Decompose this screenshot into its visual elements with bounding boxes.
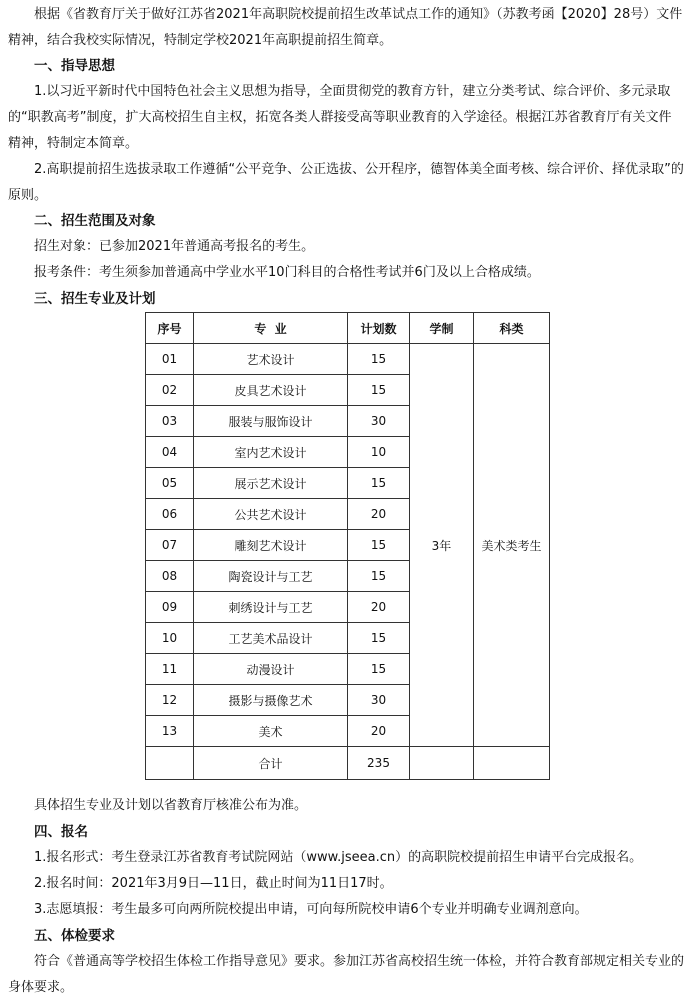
section-1-paragraph-2: 2.高职提前招生选拔录取工作遵循“公平竞争、公正选拔、公开程序，德智体美全面考核、综合评价、择优录取”的原则。 bbox=[8, 162, 684, 203]
row-plan: 15 bbox=[348, 375, 410, 406]
header-major: 专 业 bbox=[194, 313, 348, 344]
section-3-heading: 三、招生专业及计划 bbox=[34, 291, 156, 307]
row-major: 摄影与摄像艺术 bbox=[194, 685, 348, 716]
section-4-paragraph-2: 2.报名时间：2021年3月9日—11日，截止时间为11日17时。 bbox=[34, 876, 393, 891]
row-no: 05 bbox=[146, 468, 194, 499]
row-no: 09 bbox=[146, 592, 194, 623]
row-major: 皮具艺术设计 bbox=[194, 375, 348, 406]
row-plan: 20 bbox=[348, 592, 410, 623]
row-no: 13 bbox=[146, 716, 194, 747]
row-plan: 20 bbox=[348, 716, 410, 747]
row-major: 美术 bbox=[194, 716, 348, 747]
row-major: 服装与服饰设计 bbox=[194, 406, 348, 437]
row-plan: 15 bbox=[348, 561, 410, 592]
row-plan: 15 bbox=[348, 654, 410, 685]
row-plan: 15 bbox=[348, 468, 410, 499]
section-4-paragraph-3: 3.志愿填报：考生最多可向两所院校提出申请，可向每所院校申请6个专业并明确专业调剂意向。 bbox=[34, 902, 588, 917]
row-major: 公共艺术设计 bbox=[194, 499, 348, 530]
header-category: 科类 bbox=[474, 313, 550, 344]
row-major: 陶瓷设计与工艺 bbox=[194, 561, 348, 592]
section-1-paragraph-1: 1.以习近平新时代中国特色社会主义思想为指导，全面贯彻党的教育方针，建立分类考试、综合评价、多元录取的“职教高考”制度，扩大高校招生自主权，拓宽各类人群接受高等职业教育的入学途径。根据江苏省教育厅有关文件精神，特制定本简章。 bbox=[8, 84, 672, 151]
table-header-row bbox=[146, 313, 550, 344]
row-no: 08 bbox=[146, 561, 194, 592]
row-no: 02 bbox=[146, 375, 194, 406]
section-4-heading: 四、报名 bbox=[34, 824, 88, 840]
row-no: 11 bbox=[146, 654, 194, 685]
total-empty-cell bbox=[474, 747, 550, 780]
enrollment-target: 招生对象：已参加2021年普通高考报名的考生。 bbox=[34, 239, 315, 254]
row-plan: 20 bbox=[348, 499, 410, 530]
category-cell: 美术类考生 bbox=[474, 344, 550, 747]
row-plan: 15 bbox=[348, 530, 410, 561]
enrollment-condition: 报考条件：考生须参加普通高中学业水平10门科目的合格性考试并6门及以上合格成绩。 bbox=[34, 265, 540, 280]
total-value: 235 bbox=[348, 747, 410, 780]
row-no: 06 bbox=[146, 499, 194, 530]
row-major: 雕刻艺术设计 bbox=[194, 530, 348, 561]
row-major: 艺术设计 bbox=[194, 344, 348, 375]
section-4-paragraph-1: 1.报名形式：考生登录江苏省教育考试院网站（www.jseea.cn）的高职院校提前招生申请平台完成报名。 bbox=[34, 850, 643, 865]
row-no: 10 bbox=[146, 623, 194, 654]
row-major: 展示艺术设计 bbox=[194, 468, 348, 499]
duration-cell: 3年 bbox=[410, 344, 474, 747]
row-no: 04 bbox=[146, 437, 194, 468]
row-major: 刺绣设计与工艺 bbox=[194, 592, 348, 623]
row-no: 12 bbox=[146, 685, 194, 716]
row-plan: 10 bbox=[348, 437, 410, 468]
intro-paragraph: 根据《省教育厅关于做好江苏省2021年高职院校提前招生改革试点工作的通知》（苏教考函【2020】28号）文件精神，结合我校实际情况，特制定学校2021年高职提前招生简章。 bbox=[8, 7, 683, 48]
section-1-heading: 一、指导思想 bbox=[34, 58, 115, 74]
total-label: 合计 bbox=[194, 747, 348, 780]
row-plan: 30 bbox=[348, 406, 410, 437]
row-plan: 15 bbox=[348, 344, 410, 375]
enrollment-plan-table bbox=[145, 312, 550, 780]
total-no-cell bbox=[146, 747, 194, 780]
section-5-heading: 五、体检要求 bbox=[34, 928, 115, 944]
total-row bbox=[146, 747, 550, 780]
row-major: 动漫设计 bbox=[194, 654, 348, 685]
table-row bbox=[146, 344, 550, 375]
row-no: 07 bbox=[146, 530, 194, 561]
row-plan: 15 bbox=[348, 623, 410, 654]
total-empty-cell bbox=[410, 747, 474, 780]
header-plan: 计划数 bbox=[348, 313, 410, 344]
section-2-heading: 二、招生范围及对象 bbox=[34, 213, 156, 229]
header-duration: 学制 bbox=[410, 313, 474, 344]
row-major: 室内艺术设计 bbox=[194, 437, 348, 468]
row-no: 03 bbox=[146, 406, 194, 437]
header-no: 序号 bbox=[146, 313, 194, 344]
row-plan: 30 bbox=[348, 685, 410, 716]
plan-note: 具体招生专业及计划以省教育厅核准公布为准。 bbox=[34, 798, 308, 813]
row-no: 01 bbox=[146, 344, 194, 375]
section-5-paragraph-1: 符合《普通高等学校招生体检工作指导意见》要求。参加江苏省高校招生统一体检，并符合教育部规定相关专业的身体要求。 bbox=[8, 954, 685, 995]
row-major: 工艺美术品设计 bbox=[194, 623, 348, 654]
